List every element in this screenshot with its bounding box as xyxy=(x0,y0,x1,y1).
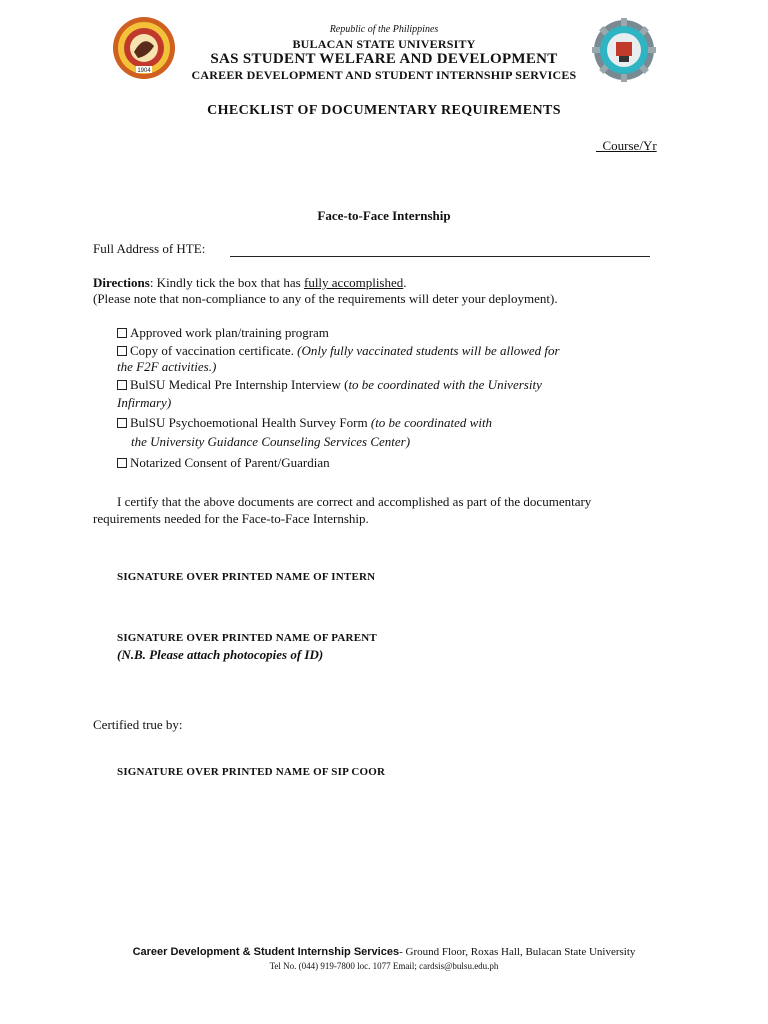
checklist-item-note-cont: the University Guidance Counseling Services Center) xyxy=(131,434,411,449)
checklist-item-3-cont xyxy=(117,395,171,411)
intern-signature-label: SIGNATURE OVER PRINTED NAME OF INTERN xyxy=(117,571,376,583)
checklist-item-label: BulSU Medical Pre Internship Interview ( xyxy=(130,377,349,392)
directions-label: Directions xyxy=(93,275,150,290)
sip-coordinator-signature-label: SIGNATURE OVER PRINTED NAME OF SIP COOR xyxy=(117,766,386,778)
certify-line-1: I certify that the above documents are correct and accomplished as part of the documentary xyxy=(117,494,592,509)
checkbox-health-survey[interactable] xyxy=(117,418,127,428)
checklist-item-4 xyxy=(117,415,492,431)
checklist-item-note: (to be coordinated with xyxy=(370,415,493,430)
parent-id-note: (N.B. Please attach photocopies of ID) xyxy=(117,647,324,662)
checkbox-consent[interactable] xyxy=(117,458,127,468)
internship-type-heading: Face-to-Face Internship xyxy=(317,208,451,223)
checklist-item-label: Copy of vaccination certificate. xyxy=(130,343,298,358)
footer-contact: Tel No. (044) 919-7800 loc. 1077 Email; cardsis@bulsu.edu.ph xyxy=(269,961,499,971)
checklist-item-4-cont xyxy=(131,434,410,450)
directions-emphasis: fully accomplished xyxy=(303,275,404,290)
university-name: BULACAN STATE UNIVERSITY xyxy=(292,37,476,51)
certify-line-2: requirements needed for the Face-to-Face Internship. xyxy=(93,511,369,526)
checklist-item-note-cont: the F2F activities.) xyxy=(117,359,217,374)
directions-text: : Kindly tick the box that has xyxy=(149,275,304,290)
checkbox-work-plan[interactable] xyxy=(117,328,127,338)
checklist-item-note: to be coordinated with the University xyxy=(348,377,542,392)
checklist-item-1 xyxy=(117,325,329,341)
parent-signature-label: SIGNATURE OVER PRINTED NAME OF PARENT xyxy=(117,632,377,644)
republic-line: Republic of the Philippines xyxy=(329,24,439,35)
checklist-item-label: Approved work plan/training program xyxy=(130,325,329,340)
office-name: SAS STUDENT WELFARE AND DEVELOPMENT xyxy=(210,51,558,67)
course-year-label: _Course/Yr xyxy=(596,138,657,153)
checklist-item-2 xyxy=(117,343,560,359)
checklist-item-label: Notarized Consent of Parent/Guardian xyxy=(130,455,330,470)
checklist-item-note: (Only fully vaccinated students will be allowed for xyxy=(297,343,560,358)
unit-name: CAREER DEVELOPMENT AND STUDENT INTERNSHIP SERVICES xyxy=(191,68,577,82)
directions-note: (Please note that non-compliance to any of the requirements will deter your deployment). xyxy=(93,291,558,306)
checklist-item-3 xyxy=(117,377,542,393)
directions-line xyxy=(93,275,407,291)
checklist-item-note-cont: Infirmary) xyxy=(117,395,172,410)
address-blank-line xyxy=(230,256,650,257)
checkbox-vaccination[interactable] xyxy=(117,346,127,356)
footer-location: - Ground Floor, Roxas Hall, Bulacan State University xyxy=(399,946,636,958)
address-label: Full Address of HTE: xyxy=(93,241,206,256)
course-year-field xyxy=(596,138,657,154)
checklist-item-5 xyxy=(117,455,330,471)
checkbox-medical-interview[interactable] xyxy=(117,380,127,390)
directions-end: . xyxy=(403,275,407,290)
footer-office-name: Career Development & Student Internship Services xyxy=(132,946,400,958)
certified-by-label: Certified true by: xyxy=(93,717,183,732)
footer-address xyxy=(0,946,768,958)
seal-year: 1904 xyxy=(137,68,151,74)
checklist-item-2-cont xyxy=(117,359,216,375)
document-title: CHECKLIST OF DOCUMENTARY REQUIREMENTS xyxy=(207,103,561,118)
checklist-item-label: BulSU Psychoemotional Health Survey Form xyxy=(130,415,371,430)
